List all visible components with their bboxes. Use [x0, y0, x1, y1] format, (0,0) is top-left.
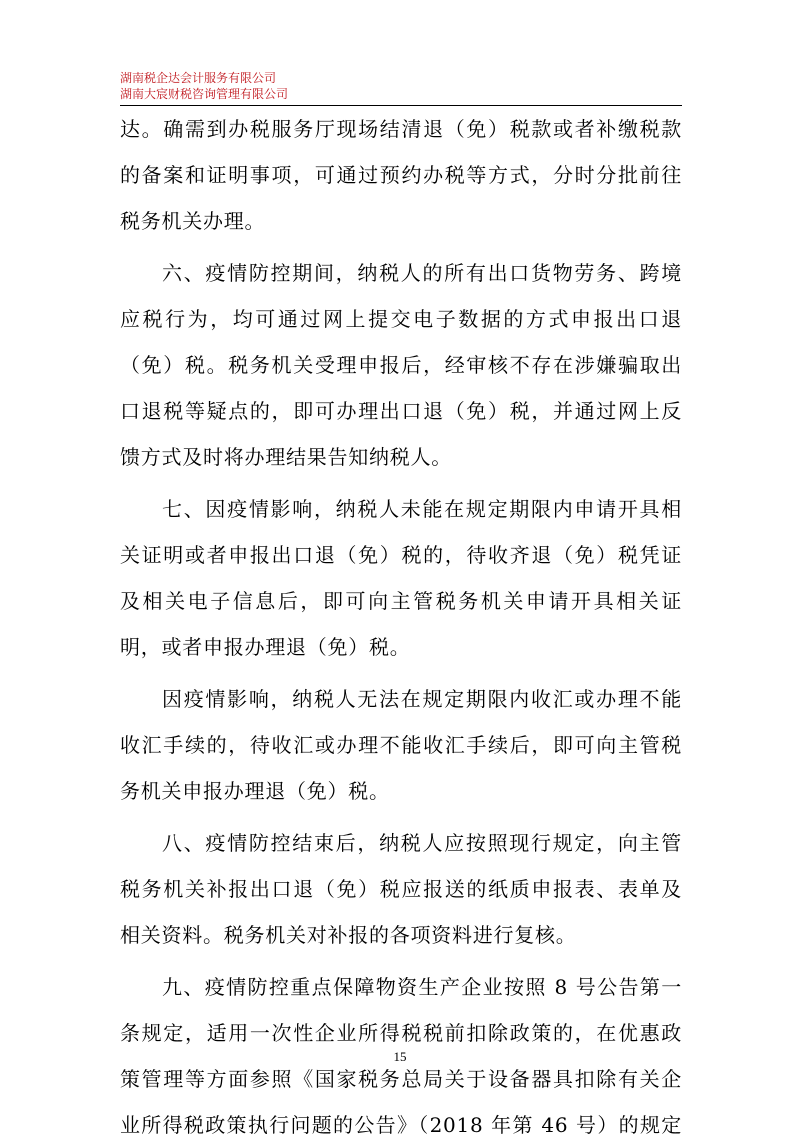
text-line: 的备案和证明事项，可通过预约办税等方式，分时分批前往 [120, 163, 682, 187]
text-line: 关证明或者申报出口退（免）税的，待收齐退（免）税凭证 [120, 543, 682, 567]
text-line: （免）税。税务机关受理申报后，经审核不存在涉嫌骗取出 [120, 353, 682, 377]
text-line: 务机关申报办理退（免）税。 [120, 779, 390, 803]
text-line: 达。确需到办税服务厅现场结清退（免）税款或者补缴税款 [120, 117, 682, 141]
page-number: 15 [393, 1049, 407, 1064]
header-company-name-1: 湖南税企达会计服务有限公司 [120, 71, 277, 85]
text-line: 策管理等方面参照《国家税务总局关于设备器具扣除有关企 [120, 1067, 682, 1091]
text-line: 业所得税政策执行问题的公告》（2018 年第 46 号）的规定 [120, 1113, 682, 1137]
text-line: 八、疫情防控结束后，纳税人应按照现行规定，向主管 [162, 831, 682, 855]
header-company-name-2: 湖南大宸财税咨询管理有限公司 [120, 87, 289, 101]
paragraph-continuation [120, 106, 682, 244]
text-line: 条规定，适用一次性企业所得税税前扣除政策的，在优惠政 [120, 1021, 682, 1045]
paragraph-section-8 [120, 820, 682, 958]
text-line: 相关资料。税务机关对补报的各项资料进行复核。 [120, 923, 577, 947]
paragraph-section-6 [120, 250, 682, 480]
text-line: 口退税等疑点的，即可办理出口退（免）税，并通过网上反 [120, 399, 682, 423]
text-line: 税务机关办理。 [120, 209, 266, 233]
text-line: 因疫情影响，纳税人无法在规定期限内收汇或办理不能 [162, 687, 682, 711]
text-line: 税务机关补报出口退（免）税应报送的纸质申报表、表单及 [120, 877, 682, 901]
text-line: 明，或者申报办理退（免）税。 [120, 635, 411, 659]
text-line: 及相关电子信息后，即可向主管税务机关申请开具相关证 [120, 589, 682, 613]
paragraph-section-7 [120, 486, 682, 670]
text-line: 馈方式及时将办理结果告知纳税人。 [120, 445, 452, 469]
text-line: 应税行为，均可通过网上提交电子数据的方式申报出口退 [120, 307, 682, 331]
document-body [120, 106, 682, 1148]
text-line: 九、疫情防控重点保障物资生产企业按照 8 号公告第一 [162, 975, 682, 999]
text-line: 七、因疫情影响，纳税人未能在规定期限内申请开具相 [162, 497, 682, 521]
paragraph-section-7-cont [120, 676, 682, 814]
text-line: 收汇手续的，待收汇或办理不能收汇手续后，即可向主管税 [120, 733, 682, 757]
page-header [120, 70, 682, 106]
text-line: 六、疫情防控期间，纳税人的所有出口货物劳务、跨境 [162, 261, 682, 285]
